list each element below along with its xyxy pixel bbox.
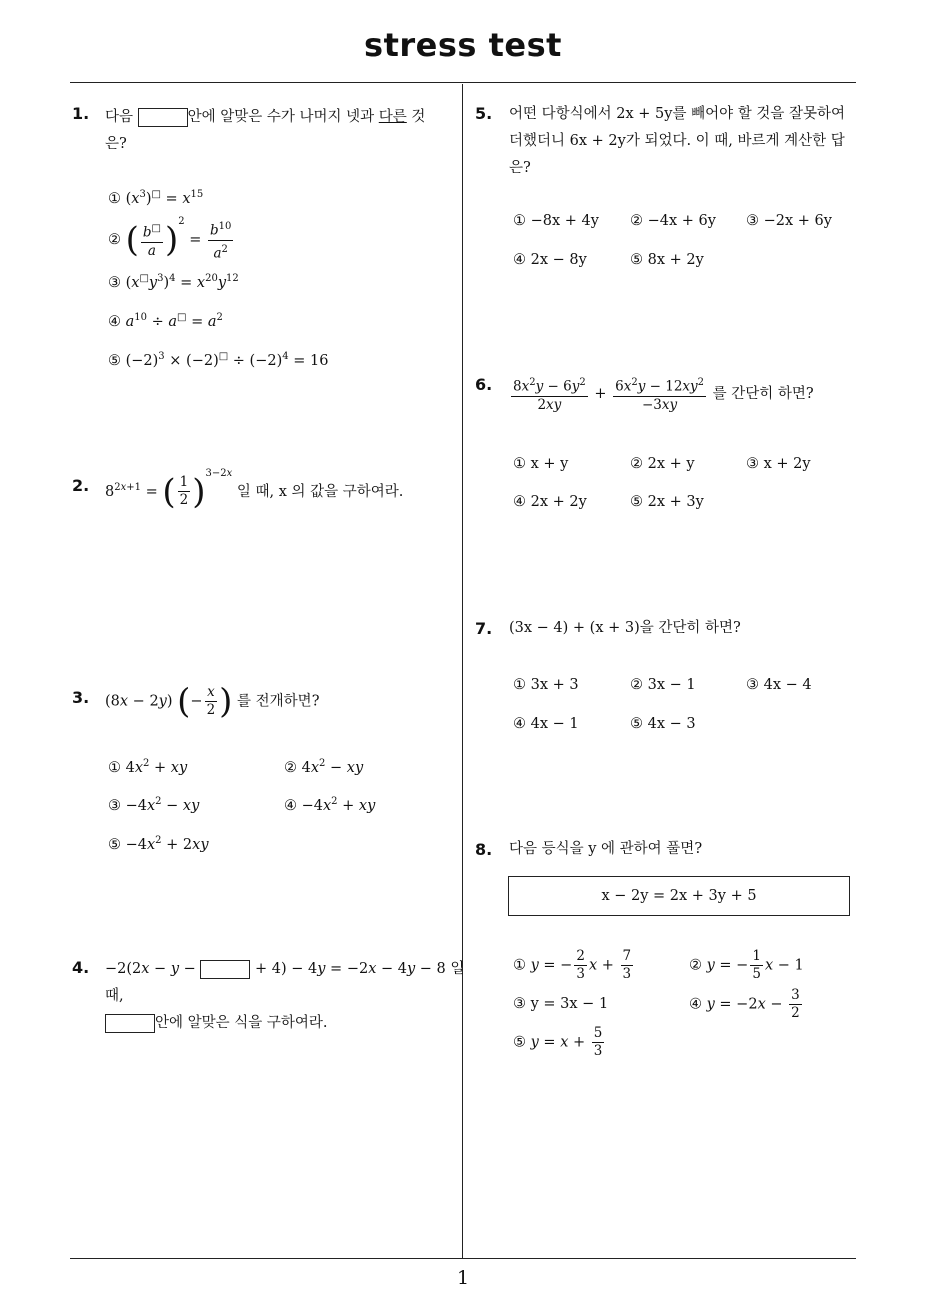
q6-option-2[interactable]: ② 2x + y bbox=[630, 456, 695, 472]
question-2-number: 2. bbox=[72, 476, 90, 495]
answer-box bbox=[138, 108, 188, 127]
question-3-number: 3. bbox=[72, 688, 90, 707]
question-5-prompt: 어떤 다항식에서 2x + 5y를 빼어야 할 것을 잘못하여 더했더니 6x + 2y가 되었다. 이 때, 바르게 계산한 답 은? bbox=[509, 106, 845, 176]
question-5-number: 5. bbox=[475, 104, 493, 123]
question-2-prompt: $8^{2x+1}$ = ( $\frac{1}{2}$ )$^{3-2x}$ 일 때, x 의 값을 구하여라. bbox=[105, 468, 404, 512]
q7-option-2[interactable]: ② 3x − 1 bbox=[630, 677, 696, 693]
column-divider bbox=[462, 84, 463, 1259]
q1-option-5[interactable]: ⑤ $(-2)^3 \times (-2)^□ \div (-2)^4 = 16$ bbox=[108, 351, 329, 369]
q7-option-3[interactable]: ③ 4x − 4 bbox=[746, 677, 812, 693]
question-8-number: 8. bbox=[475, 840, 493, 859]
bottom-rule bbox=[70, 1258, 856, 1259]
q7-option-4[interactable]: ④ 4x − 1 bbox=[513, 716, 579, 732]
q5-option-3[interactable]: ③ −2x + 6y bbox=[746, 213, 832, 229]
q7-option-1[interactable]: ① 3x + 3 bbox=[513, 677, 579, 693]
equation: x − 2y = 2x + 3y + 5 bbox=[601, 888, 757, 904]
q5-option-5[interactable]: ⑤ 8x + 2y bbox=[630, 252, 704, 268]
q8-option-1[interactable]: ① y = − $\frac{2}{3}$ x + $\frac{7}{3}$ bbox=[513, 948, 632, 982]
q7-option-5[interactable]: ⑤ 4x − 3 bbox=[630, 716, 696, 732]
q1-option-1[interactable]: ① $(x^3)^□ = x^{15}$ bbox=[108, 189, 204, 207]
q5-option-4[interactable]: ④ 2x − 8y bbox=[513, 252, 587, 268]
q8-option-5[interactable]: ⑤ y = x + $\frac{5}{3}$ bbox=[513, 1025, 603, 1059]
q3-option-1[interactable]: ① $4x^2$ + xy bbox=[108, 758, 188, 776]
q6-option-1[interactable]: ① x + y bbox=[513, 456, 569, 472]
q5-option-1[interactable]: ① −8x + 4y bbox=[513, 213, 599, 229]
q3-option-2[interactable]: ② $4x^2$ − xy bbox=[284, 758, 364, 776]
q8-option-3[interactable]: ③ y = 3x − 1 bbox=[513, 996, 609, 1012]
q8-option-2[interactable]: ② y = − $\frac{1}{5}$ x − 1 bbox=[689, 948, 804, 982]
q5-option-2[interactable]: ② −4x + 6y bbox=[630, 213, 716, 229]
answer-box bbox=[105, 1014, 155, 1033]
question-1-number: 1. bbox=[72, 104, 90, 123]
question-6-prompt: $\frac{8x^2y - 6y^2}{2xy}$ + $\frac{6x^2y - 12xy^2}{-3xy}$ 를 간단히 하면? bbox=[509, 374, 814, 414]
question-4-prompt: −2(2x − y − + 4) − 4y = −2x − 4y − 8 일 때, 안에 알맞은 식을 구하여라. bbox=[105, 961, 465, 1031]
q6-option-4[interactable]: ④ 2x + 2y bbox=[513, 494, 587, 510]
question-1-prompt: 다음 안에 알맞은 수가 나머지 넷과 다른 것 은? bbox=[105, 109, 426, 152]
q6-option-5[interactable]: ⑤ 2x + 3y bbox=[630, 494, 704, 510]
question-4-number: 4. bbox=[72, 958, 90, 977]
question-7-prompt: (3x − 4) + (x + 3)을 간단히 하면? bbox=[509, 620, 741, 636]
q1-option-2[interactable]: ② ( $\frac{b^□}{a}$ )$^2$ = $\frac{b^{10}}{a^2}$ bbox=[108, 216, 232, 261]
page-number: 1 bbox=[456, 1267, 470, 1289]
q6-option-3[interactable]: ③ x + 2y bbox=[746, 456, 811, 472]
q1-option-3[interactable]: ③ $(x^□y^3)^4 = x^{20}y^{12}$ bbox=[108, 273, 239, 291]
question-6-number: 6. bbox=[475, 375, 493, 394]
page-title: stress test bbox=[364, 26, 562, 64]
answer-box bbox=[200, 960, 250, 979]
q8-option-4[interactable]: ④ y = −2x − $\frac{3}{2}$ bbox=[689, 987, 800, 1021]
equation-box bbox=[508, 876, 850, 916]
question-7-number: 7. bbox=[475, 619, 493, 638]
question-3-prompt: (8x − 2y) (− $\frac{x}{2}$ ) 를 전개하면? bbox=[105, 681, 320, 722]
top-rule bbox=[70, 82, 856, 83]
question-8-prompt: 다음 등식을 y 에 관하여 풀면? bbox=[509, 841, 703, 857]
q3-option-4[interactable]: ④ $-4x^2$ + xy bbox=[284, 796, 376, 814]
q3-option-3[interactable]: ③ $-4x^2$ − xy bbox=[108, 796, 200, 814]
q1-option-4[interactable]: ④ $a^{10} \div a^□ = a^2$ bbox=[108, 312, 223, 330]
q3-option-5[interactable]: ⑤ $-4x^2 + 2xy$ bbox=[108, 835, 209, 853]
